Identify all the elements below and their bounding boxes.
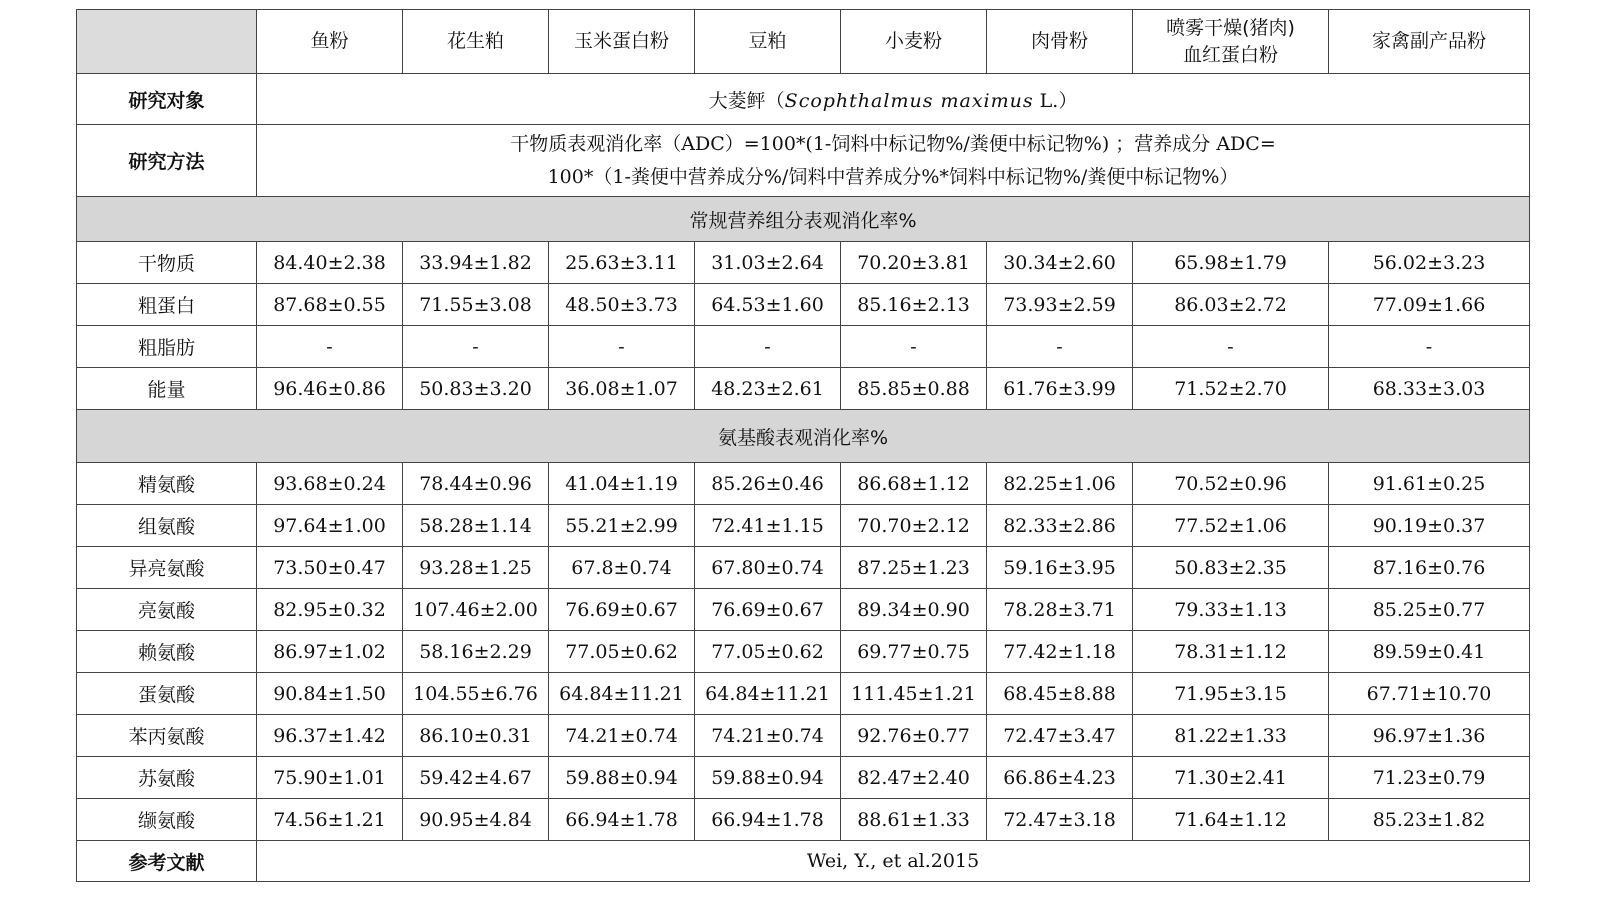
value-cell: 64.84±11.21 xyxy=(549,673,695,715)
value-cell: 90.95±4.84 xyxy=(403,799,549,841)
value-cell: 93.68±0.24 xyxy=(257,463,403,505)
value-cell: 97.64±1.00 xyxy=(257,505,403,547)
table-row xyxy=(77,757,1530,799)
value-cell: 73.50±0.47 xyxy=(257,547,403,589)
value-cell: 25.63±3.11 xyxy=(549,242,695,284)
species-prefix: 大菱鲆（ xyxy=(708,89,785,112)
value-cell: 55.21±2.99 xyxy=(549,505,695,547)
value-cell: 79.33±1.13 xyxy=(1133,589,1329,631)
row-label: 粗蛋白 xyxy=(77,284,257,326)
value-cell: 78.44±0.96 xyxy=(403,463,549,505)
reference-label: 参考文献 xyxy=(77,841,257,882)
value-cell: 36.08±1.07 xyxy=(549,368,695,410)
value-cell: - xyxy=(403,326,549,368)
value-cell: 76.69±0.67 xyxy=(549,589,695,631)
value-cell: 90.19±0.37 xyxy=(1329,505,1530,547)
value-cell: 70.52±0.96 xyxy=(1133,463,1329,505)
value-cell: 71.23±0.79 xyxy=(1329,757,1530,799)
value-cell: 96.37±1.42 xyxy=(257,715,403,757)
value-cell: 104.55±6.76 xyxy=(403,673,549,715)
section-title: 氨基酸表观消化率% xyxy=(77,410,1530,463)
species-suffix: L.） xyxy=(1033,89,1078,112)
column-header: 家禽副产品粉 xyxy=(1329,10,1530,74)
value-cell: 31.03±2.64 xyxy=(695,242,841,284)
value-cell: 71.55±3.08 xyxy=(403,284,549,326)
value-cell: 76.69±0.67 xyxy=(695,589,841,631)
value-cell: 64.53±1.60 xyxy=(695,284,841,326)
value-cell: 67.80±0.74 xyxy=(695,547,841,589)
value-cell: 74.21±0.74 xyxy=(695,715,841,757)
row-label: 亮氨酸 xyxy=(77,589,257,631)
value-cell: 85.16±2.13 xyxy=(841,284,987,326)
value-cell: 86.97±1.02 xyxy=(257,631,403,673)
value-cell: 85.26±0.46 xyxy=(695,463,841,505)
value-cell: 73.93±2.59 xyxy=(987,284,1133,326)
value-cell: 85.85±0.88 xyxy=(841,368,987,410)
section-header-amino-acids xyxy=(77,410,1530,463)
value-cell: 72.47±3.18 xyxy=(987,799,1133,841)
column-header-line1: 喷雾干燥(猪肉) xyxy=(1166,16,1295,39)
value-cell: 59.42±4.67 xyxy=(403,757,549,799)
table-row xyxy=(77,505,1530,547)
value-cell: 77.42±1.18 xyxy=(987,631,1133,673)
value-cell: 86.10±0.31 xyxy=(403,715,549,757)
value-cell: 77.09±1.66 xyxy=(1329,284,1530,326)
value-cell: 89.59±0.41 xyxy=(1329,631,1530,673)
value-cell: 72.47±3.47 xyxy=(987,715,1133,757)
table-row xyxy=(77,631,1530,673)
value-cell: 71.52±2.70 xyxy=(1133,368,1329,410)
column-header-line2: 血红蛋白粉 xyxy=(1182,43,1278,66)
column-header: 豆粕 xyxy=(695,10,841,74)
value-cell: 87.68±0.55 xyxy=(257,284,403,326)
value-cell: 33.94±1.82 xyxy=(403,242,549,284)
study-method-row xyxy=(77,125,1530,197)
row-label: 赖氨酸 xyxy=(77,631,257,673)
study-object-row xyxy=(77,74,1530,125)
table-row xyxy=(77,368,1530,410)
column-header: 花生粕 xyxy=(403,10,549,74)
value-cell: 87.16±0.76 xyxy=(1329,547,1530,589)
value-cell: 93.28±1.25 xyxy=(403,547,549,589)
value-cell: 71.30±2.41 xyxy=(1133,757,1329,799)
value-cell: 66.86±4.23 xyxy=(987,757,1133,799)
value-cell: - xyxy=(549,326,695,368)
study-method-value xyxy=(257,125,1530,197)
value-cell: 50.83±2.35 xyxy=(1133,547,1329,589)
row-label: 蛋氨酸 xyxy=(77,673,257,715)
column-header: 鱼粉 xyxy=(257,10,403,74)
value-cell: - xyxy=(1329,326,1530,368)
value-cell: 48.23±2.61 xyxy=(695,368,841,410)
value-cell: 30.34±2.60 xyxy=(987,242,1133,284)
value-cell: 50.83±3.20 xyxy=(403,368,549,410)
value-cell: 48.50±3.73 xyxy=(549,284,695,326)
reference-value: Wei, Y., et al.2015 xyxy=(257,841,1530,882)
value-cell: 86.68±1.12 xyxy=(841,463,987,505)
digestibility-table xyxy=(76,9,1530,882)
column-header xyxy=(1133,10,1329,74)
row-label: 苏氨酸 xyxy=(77,757,257,799)
value-cell: 68.45±8.88 xyxy=(987,673,1133,715)
row-label: 苯丙氨酸 xyxy=(77,715,257,757)
row-label: 组氨酸 xyxy=(77,505,257,547)
method-formula-line1: 干物质表观消化率（ADC）=100*(1-饲料中标记物%/粪便中标记物%) ；营养成分 ADC= xyxy=(510,132,1276,155)
value-cell: 81.22±1.33 xyxy=(1133,715,1329,757)
value-cell: 82.95±0.32 xyxy=(257,589,403,631)
table-row xyxy=(77,463,1530,505)
table-row xyxy=(77,242,1530,284)
value-cell: 88.61±1.33 xyxy=(841,799,987,841)
value-cell: 74.21±0.74 xyxy=(549,715,695,757)
value-cell: 85.23±1.82 xyxy=(1329,799,1530,841)
table-row xyxy=(77,547,1530,589)
value-cell: 74.56±1.21 xyxy=(257,799,403,841)
section-title: 常规营养组分表观消化率% xyxy=(77,197,1530,242)
value-cell: 96.97±1.36 xyxy=(1329,715,1530,757)
value-cell: 85.25±0.77 xyxy=(1329,589,1530,631)
value-cell: 65.98±1.79 xyxy=(1133,242,1329,284)
value-cell: 67.8±0.74 xyxy=(549,547,695,589)
value-cell: 41.04±1.19 xyxy=(549,463,695,505)
value-cell: 70.20±3.81 xyxy=(841,242,987,284)
value-cell: 56.02±3.23 xyxy=(1329,242,1530,284)
value-cell: 70.70±2.12 xyxy=(841,505,987,547)
value-cell: 64.84±11.21 xyxy=(695,673,841,715)
value-cell: 71.64±1.12 xyxy=(1133,799,1329,841)
value-cell: 69.77±0.75 xyxy=(841,631,987,673)
value-cell: 58.28±1.14 xyxy=(403,505,549,547)
study-object-value xyxy=(257,74,1530,125)
value-cell: 78.31±1.12 xyxy=(1133,631,1329,673)
value-cell: - xyxy=(1133,326,1329,368)
value-cell: 82.33±2.86 xyxy=(987,505,1133,547)
study-method-label: 研究方法 xyxy=(77,125,257,197)
value-cell: 61.76±3.99 xyxy=(987,368,1133,410)
study-object-label: 研究对象 xyxy=(77,74,257,125)
table-row xyxy=(77,589,1530,631)
method-formula-line2: 100*（1-粪便中营养成分%/饲料中营养成分%*饲料中标记物%/粪便中标记物%） xyxy=(547,165,1239,188)
value-cell: 66.94±1.78 xyxy=(695,799,841,841)
value-cell: 77.05±0.62 xyxy=(695,631,841,673)
value-cell: - xyxy=(695,326,841,368)
row-label: 异亮氨酸 xyxy=(77,547,257,589)
value-cell: 107.46±2.00 xyxy=(403,589,549,631)
value-cell: 111.45±1.21 xyxy=(841,673,987,715)
value-cell: 58.16±2.29 xyxy=(403,631,549,673)
species-scientific-name: Scophthalmus maximus xyxy=(784,89,1034,112)
header-corner-cell xyxy=(77,10,257,74)
value-cell: 71.95±3.15 xyxy=(1133,673,1329,715)
row-label: 粗脂肪 xyxy=(77,326,257,368)
table-row xyxy=(77,326,1530,368)
row-label: 干物质 xyxy=(77,242,257,284)
column-header: 玉米蛋白粉 xyxy=(549,10,695,74)
table-row xyxy=(77,673,1530,715)
value-cell: 91.61±0.25 xyxy=(1329,463,1530,505)
row-label: 缬氨酸 xyxy=(77,799,257,841)
header-row xyxy=(77,10,1530,74)
column-header: 小麦粉 xyxy=(841,10,987,74)
value-cell: 82.47±2.40 xyxy=(841,757,987,799)
table-row xyxy=(77,284,1530,326)
value-cell: 66.94±1.78 xyxy=(549,799,695,841)
value-cell: 59.88±0.94 xyxy=(695,757,841,799)
value-cell: - xyxy=(841,326,987,368)
value-cell: 86.03±2.72 xyxy=(1133,284,1329,326)
value-cell: 84.40±2.38 xyxy=(257,242,403,284)
value-cell: - xyxy=(987,326,1133,368)
value-cell: 75.90±1.01 xyxy=(257,757,403,799)
table-row xyxy=(77,715,1530,757)
reference-row xyxy=(77,841,1530,882)
value-cell: - xyxy=(257,326,403,368)
value-cell: 77.52±1.06 xyxy=(1133,505,1329,547)
value-cell: 92.76±0.77 xyxy=(841,715,987,757)
value-cell: 77.05±0.62 xyxy=(549,631,695,673)
section-header-nutrients xyxy=(77,197,1530,242)
value-cell: 72.41±1.15 xyxy=(695,505,841,547)
value-cell: 59.16±3.95 xyxy=(987,547,1133,589)
value-cell: 87.25±1.23 xyxy=(841,547,987,589)
row-label: 能量 xyxy=(77,368,257,410)
value-cell: 67.71±10.70 xyxy=(1329,673,1530,715)
value-cell: 82.25±1.06 xyxy=(987,463,1133,505)
value-cell: 59.88±0.94 xyxy=(549,757,695,799)
value-cell: 90.84±1.50 xyxy=(257,673,403,715)
value-cell: 68.33±3.03 xyxy=(1329,368,1530,410)
value-cell: 78.28±3.71 xyxy=(987,589,1133,631)
value-cell: 96.46±0.86 xyxy=(257,368,403,410)
value-cell: 89.34±0.90 xyxy=(841,589,987,631)
table-row xyxy=(77,799,1530,841)
column-header: 肉骨粉 xyxy=(987,10,1133,74)
row-label: 精氨酸 xyxy=(77,463,257,505)
